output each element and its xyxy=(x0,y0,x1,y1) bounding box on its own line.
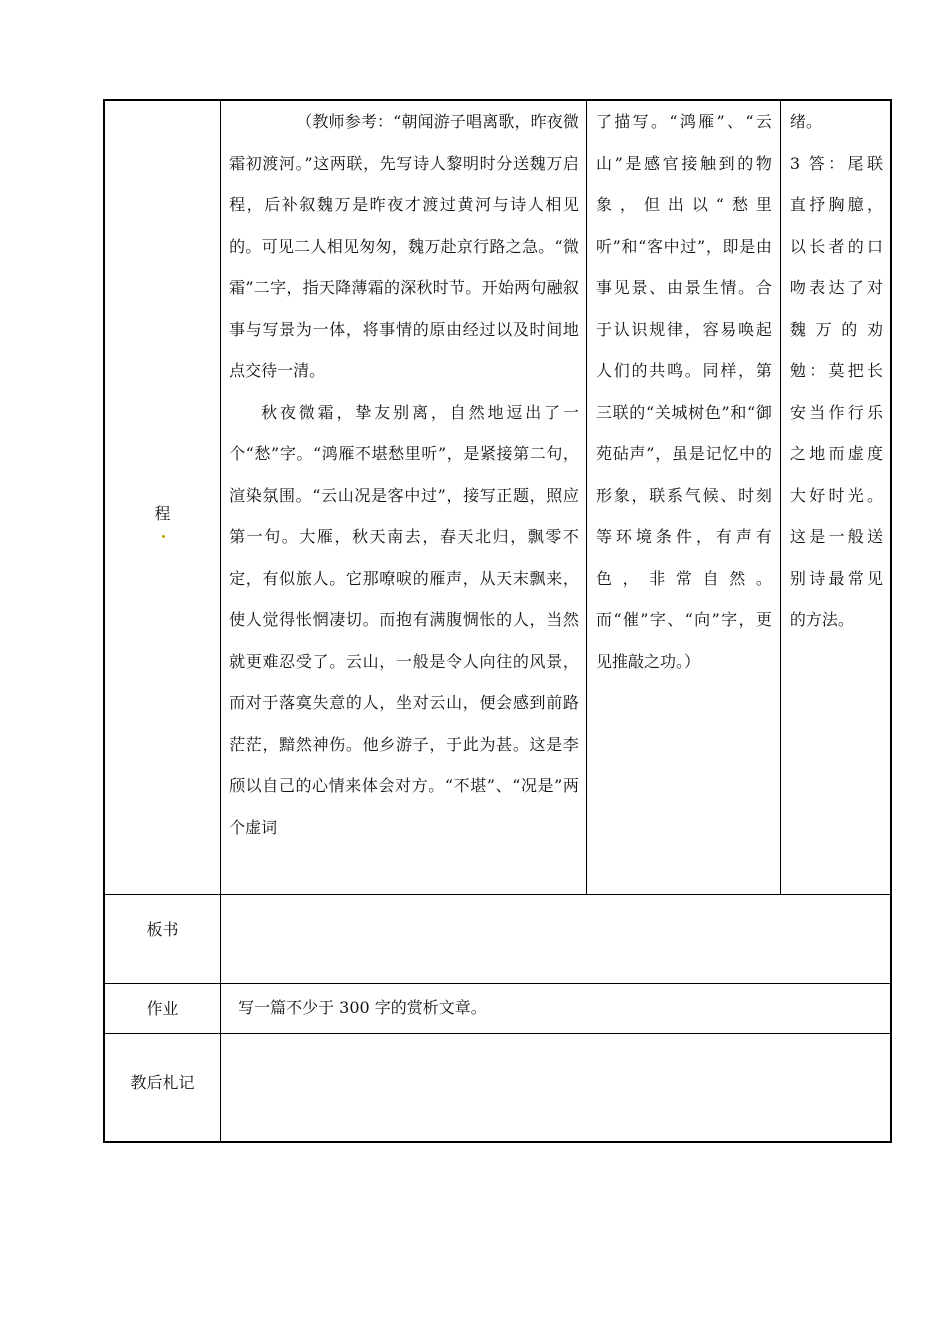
homework-label: 作业 xyxy=(146,999,179,1018)
lesson-plan-table xyxy=(103,99,892,1143)
teacher-reference-paragraph: （教师参考：“朝闻游子唱离歌，昨夜微霜初渡河。”这两联，先写诗人黎明时分送魏万启程，后补叙魏万是昨夜才渡过黄河与诗人相见的。可见二人相见匆匆，魏万赴京行路之急。“微霜”二字，指天降薄霜的深秋时节。开始两句融叙事与写景为一体，将事情的原由经过以及时间地点交待一清。 xyxy=(229,112,579,380)
answer-cell xyxy=(780,100,891,895)
main-content-cell xyxy=(221,100,587,895)
analysis-paragraph: 秋夜微霜，挚友别离，自然地逗出了一个“愁”字。“鸿雁不堪愁里听”，是紧接第二句，渲染氛围。“云山况是客中过”，接写正题，照应第一句。大雁，秋天南去，春天北归，飘零不定，有似旅人。它那嘹唳的雁声，从天末飘来，使人觉得怅惘凄切。而抱有满腹惆怅的人，当然就更难忍受了。云山，一般是令人向往的风景，而对于落寞失意的人，坐对云山，便会感到前路茫茫，黯然神伤。他乡游子，于此为甚。这是李颀以自己的心情来体会对方。“不堪”、“况是”两个虚词 xyxy=(229,402,579,837)
process-label: 程 xyxy=(154,504,171,523)
process-row xyxy=(104,100,891,895)
answer-3-text: 3 答：尾联直抒胸臆，以长者的口吻表达了对魏万的劝勉：莫把长安当作行乐之地而虚度大好时光。这是一般送别诗最常见的方法。 xyxy=(789,153,883,629)
post-lesson-notes-label: 教后札记 xyxy=(130,1073,195,1092)
answer-continuation: 绪。 xyxy=(789,112,822,131)
board-row xyxy=(104,895,891,984)
middle-text: 了描写。“鸿雁”、“云山”是感官接触到的物象，但出以“愁里听”和“客中过”，即是由事见景、由景生情。合于认识规律，容易唤起人们的共鸣。同样，第三联的“关城树色”和“御苑砧声”，虽是记忆中的形象，联系气候、时刻等环境条件，有声有色，非常自然。而“催”字、“向”字，更见推敲之功。） xyxy=(595,112,772,671)
process-label-cell xyxy=(104,100,221,895)
middle-content-cell xyxy=(586,100,780,895)
homework-content-cell xyxy=(221,984,891,1034)
board-label: 板书 xyxy=(146,920,179,939)
notes-row xyxy=(104,1034,891,1143)
notes-content-cell xyxy=(221,1034,891,1143)
homework-text: 写一篇不少于 300 字的赏析文章。 xyxy=(238,998,487,1017)
marker-dot xyxy=(162,535,165,538)
homework-row xyxy=(104,984,891,1034)
board-content-cell xyxy=(221,895,891,984)
